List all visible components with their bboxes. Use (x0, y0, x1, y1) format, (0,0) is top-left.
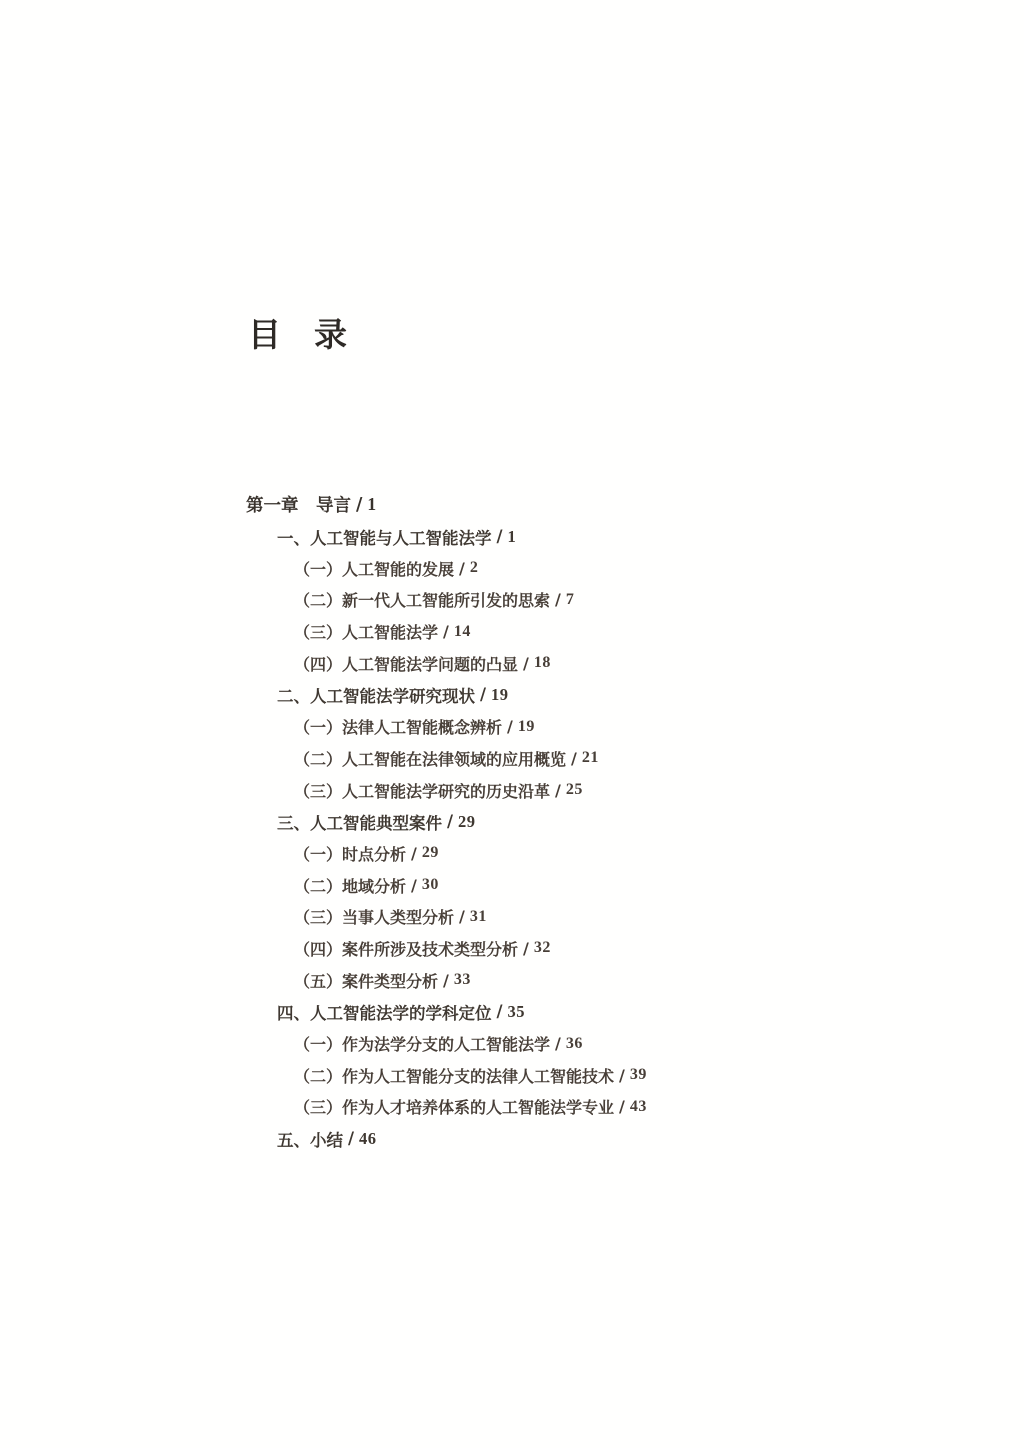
toc-page-number: 33 (453, 971, 471, 989)
toc-page-number: 1 (507, 526, 517, 546)
toc-separator: / (411, 843, 417, 863)
toc-item-title: 第一章 导言 (246, 496, 351, 517)
toc-item (246, 552, 886, 584)
toc-separator: / (480, 685, 487, 705)
toc-page-number: 29 (458, 811, 476, 831)
toc-page-number: 43 (629, 1097, 647, 1115)
toc-item (246, 964, 886, 996)
toc-item-title: 五、小结 (277, 1130, 343, 1150)
toc-item-title: （四）人工智能法学问题的凸显 (294, 654, 519, 674)
toc-item (246, 489, 886, 521)
toc-item (246, 1123, 886, 1155)
toc-item (246, 521, 886, 553)
toc-separator: / (507, 717, 513, 737)
toc-separator: / (411, 875, 417, 895)
toc-page-number: 21 (581, 749, 599, 767)
toc-separator: / (555, 1034, 561, 1054)
toc-item-title: 二、人工智能法学研究现状 (277, 686, 475, 706)
toc-page-number: 36 (565, 1034, 583, 1052)
toc-page-number: 25 (565, 781, 583, 799)
toc-item-title: （一）人工智能的发展 (294, 559, 455, 579)
toc-separator: / (496, 1002, 503, 1022)
toc-item (246, 679, 886, 711)
toc-item (246, 743, 886, 775)
toc-item (246, 616, 886, 648)
toc-list (246, 489, 886, 1154)
toc-item-title: （五）案件类型分析 (294, 971, 439, 991)
toc-page-number: 30 (421, 876, 439, 894)
toc-item (246, 774, 886, 806)
toc-item-title: 一、人工智能与人工智能法学 (277, 528, 492, 548)
toc-item-title: （三）当事人类型分析 (294, 908, 455, 928)
toc-page-number: 18 (533, 654, 551, 672)
toc-item (246, 869, 886, 901)
toc-page-number: 46 (359, 1128, 377, 1148)
toc-page-number: 2 (469, 559, 479, 577)
toc-page-number: 35 (507, 1001, 526, 1021)
toc-page-number: 29 (421, 844, 439, 862)
toc-separator: / (555, 780, 561, 800)
toc-page-number: 1 (367, 494, 377, 515)
toc-item (246, 711, 886, 743)
toc-separator: / (459, 558, 465, 578)
toc-separator: / (619, 1065, 625, 1085)
toc-separator: / (571, 748, 577, 768)
toc-item-title: （二）作为人工智能分支的法律人工智能技术 (294, 1066, 615, 1086)
toc-item (246, 806, 886, 838)
toc-page-number: 7 (565, 590, 575, 608)
toc-item (246, 1091, 886, 1123)
toc-item-title: （三）人工智能法学 (294, 623, 439, 643)
toc-item (246, 933, 886, 965)
toc-item (246, 584, 886, 616)
toc-separator: / (523, 938, 529, 958)
toc-item-title: （一）作为法学分支的人工智能法学 (294, 1035, 551, 1055)
toc-item-title: （三）作为人才培养体系的人工智能法学专业 (294, 1098, 615, 1118)
toc-separator: / (356, 494, 363, 515)
toc-item-title: （二）人工智能在法律领域的应用概览 (294, 749, 567, 769)
toc-separator: / (348, 1129, 355, 1149)
toc-separator: / (443, 622, 449, 642)
toc-separator: / (447, 812, 454, 832)
toc-page-number: 19 (491, 684, 509, 704)
toc-item-title: （四）案件所涉及技术类型分析 (294, 939, 519, 959)
toc-item-title: 三、人工智能典型案件 (277, 813, 442, 833)
toc-page-number: 32 (533, 939, 551, 957)
toc-page-number: 14 (453, 622, 471, 640)
toc-item (246, 901, 886, 933)
toc-separator: / (555, 590, 561, 610)
page-title: 目 录 (248, 315, 347, 354)
toc-page-number: 19 (517, 717, 535, 735)
toc-page-number: 39 (629, 1066, 647, 1084)
toc-item (246, 1059, 886, 1091)
toc-separator: / (496, 527, 503, 547)
toc-item-title: （一）法律人工智能概念辨析 (294, 718, 503, 738)
toc-separator: / (443, 970, 449, 990)
toc-item (246, 1028, 886, 1060)
toc-item-title: 四、人工智能法学的学科定位 (277, 1003, 492, 1023)
toc-separator: / (523, 653, 529, 673)
toc-item (246, 838, 886, 870)
toc-item-title: （一）时点分析 (294, 844, 407, 864)
toc-item-title: （三）人工智能法学研究的历史沿革 (294, 781, 551, 801)
toc-item-title: （二）新一代人工智能所引发的思索 (294, 591, 551, 611)
toc-separator: / (459, 907, 465, 927)
toc-page-number: 31 (469, 907, 487, 925)
toc-item (246, 996, 886, 1028)
toc-separator: / (619, 1097, 625, 1117)
toc-item-title: （二）地域分析 (294, 876, 407, 896)
toc-item (246, 647, 886, 679)
